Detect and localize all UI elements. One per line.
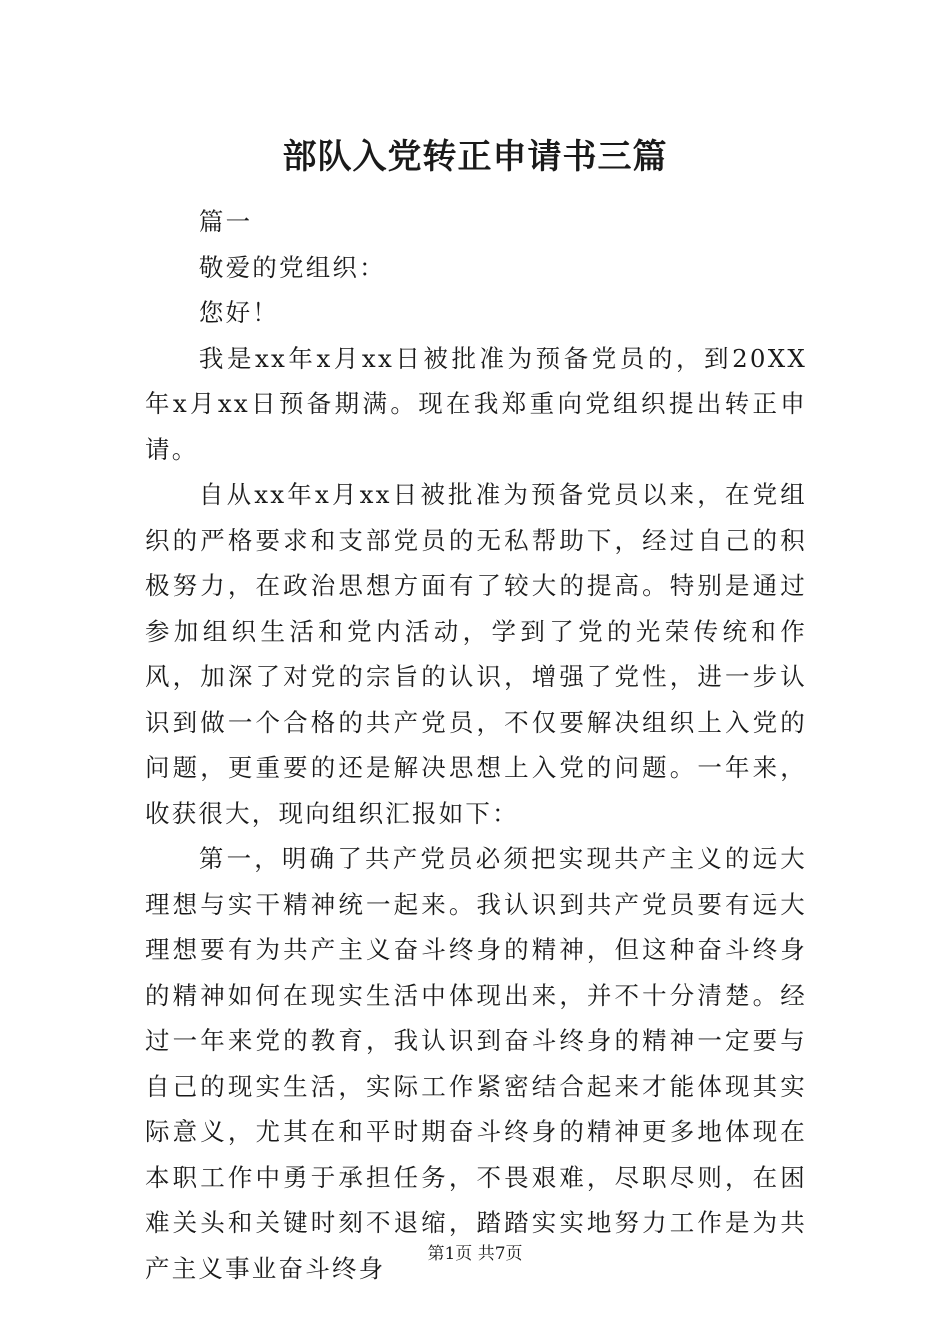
document-title: 部队入党转正申请书三篇	[282, 137, 668, 177]
greeting: 您好！	[198, 298, 279, 327]
paragraph: 第一，明确了共产党员必须把实现共产主义的远大理想与实干精神统一起来。我认识到共产党员要有远大理想要有为共产主义奋斗终身的精神，但这种奋斗终身的精神如何在现实生活中体现出来，并不十分清楚。经过一年来党的教育，我认识到奋斗终身的精神一定要与自己的现实生活，实际工作紧密结合起来才能体现其实际意义，尤其在和平时期奋斗终身的精神更多地体现在本职工作中勇于承担任务，不畏艰难，尽职尽则，在困难关头和关键时刻不退缩，踏踏实实地努力工作是为共产主义事业奋斗终身	[145, 844, 807, 1283]
paragraph: 自从xx年x月xx日被批准为预备党员以来，在党组织的严格要求和支部党员的无私帮助下，经过自己的积极努力，在政治思想方面有了较大的提高。特别是通过参加组织生活和党内活动，学到了党的光荣传统和作风，加深了对党的宗旨的认识，增强了党性，进一步认识到做一个合格的共产党员，不仅要解决组织上入党的问题，更重要的还是解决思想上入党的问题。一年来，收获很大，现向组织汇报如下：	[145, 480, 807, 828]
page-number-footer: 第1页 共7页	[427, 1244, 523, 1264]
paragraph: 我是xx年x月xx日被批准为预备党员的，到20XX年x月xx日预备期满。现在我郑重向党组织提出转正申请。	[145, 343, 807, 464]
section-heading: 篇一	[198, 207, 253, 236]
salutation: 敬爱的党组织：	[198, 252, 386, 282]
document-body	[145, 199, 807, 1291]
